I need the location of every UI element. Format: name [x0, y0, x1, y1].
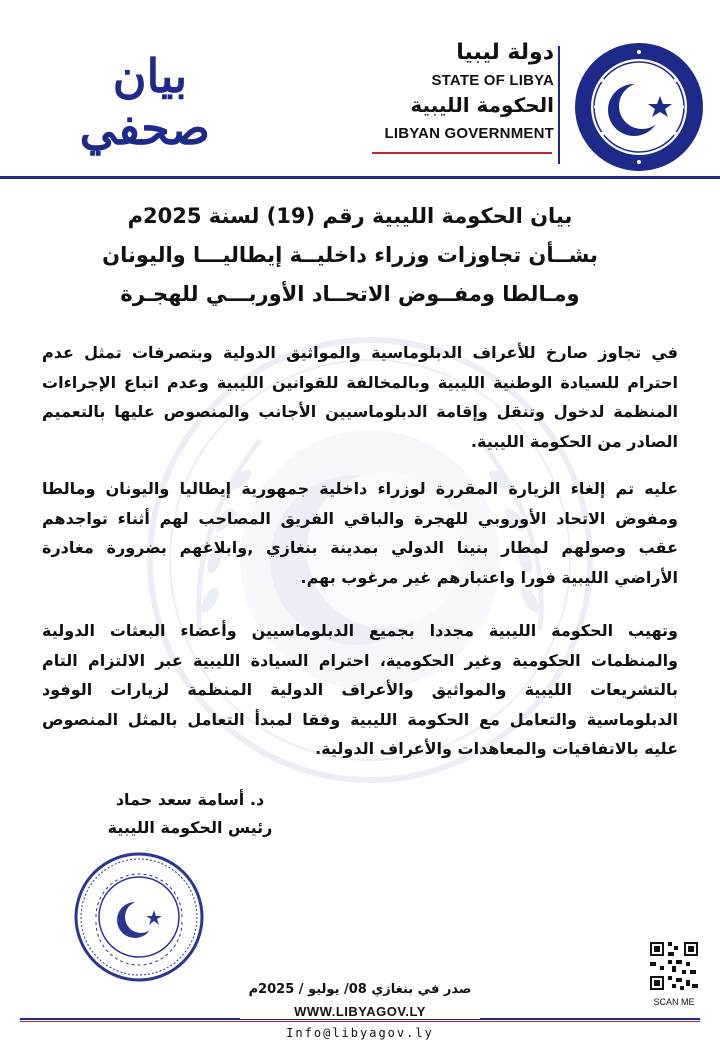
website-link[interactable]: WWW.LIBYAGOV.LY: [240, 1004, 480, 1019]
press-release-title: بيان صحفي: [79, 49, 210, 155]
government-name-english: LIBYAN GOVERNMENT: [384, 125, 554, 142]
government-logo-icon: [572, 40, 706, 174]
header-red-rule: [372, 152, 552, 154]
email-link[interactable]: Info@libyagov.ly: [286, 1026, 434, 1040]
scan-me-label: SCAN ME: [653, 997, 695, 1007]
state-name-english: STATE OF LIBYA: [431, 72, 554, 89]
statement-title-line-2: بشــأن تجاوزات وزراء داخليــة إيطاليـــا واليونان: [102, 243, 598, 267]
qr-code-icon[interactable]: [648, 940, 700, 992]
official-seal-icon: [72, 850, 206, 984]
signatory-name: د. أسامة سعد حماد: [115, 790, 265, 809]
signatory-title: رئيس الحكومة الليبية: [107, 818, 273, 837]
header-separator: [558, 46, 560, 164]
body-paragraph-2: عليه تم إلغاء الزيارة المقررة لوزراء داخلية جمهورية إيطاليا واليونان ومالطا ومفوض الاتحاد الأوروبي للهجرة والباقي الفريق المصاحب لهم أثناء تواجدهم عقب وصولهم لمطار بنينا الدولي بمدينة بنغازي ,وابلاغهم بضرورة مغادرة الأراضي الليبية فورا واعتبارهم غير مرغوب بهم.: [42, 479, 678, 587]
statement-title-line-1: بيان الحكومة الليبية رقم (19) لسنة 2025م: [127, 204, 573, 228]
body-paragraph-1: في تجاوز صارخ للأعراف الدبلوماسية والمواثيق الدولية وبتصرفات تمثل عدم احترام للسيادة الوطنية الليبية وبالمخالفة للقوانين الليبية وعدم اتباع الإجراءات المنظمة لدخول وتنقل وإقامة الدبلوماسيين الأجانب والمنصوص عليها بالتعميم الصادر من الحكومة الليبية.: [42, 343, 678, 451]
issue-date-place: صدر في بنغازي 08/ يوليو / 2025م: [248, 982, 472, 997]
statement-title-line-3: ومـالطا ومفــوض الاتحــاد الأوربـــي للهجـرة: [120, 282, 580, 306]
header-divider: [0, 176, 720, 179]
state-name-arabic: دولة ليبيا: [456, 40, 554, 65]
government-name-arabic: الحكومة الليبية: [410, 93, 554, 117]
body-paragraph-3: وتهيب الحكومة الليبية مجددا بجميع الدبلوماسيين وأعضاء البعثات الدولية والمنظمات الحكومية وغير الحكومية، احترام السيادة الليبية عبر الالتزام التام بالتشريعات الليبية والمواثيق والأعراف الدولية المنظمة لزيارات الوفود الدبلوماسية والتعامل مع الحكومة الليبية وفقا لمبدأ التعامل بالمثل المنصوص عليه بالاتفاقيات والمعاهدات والأعراف الدولية.: [42, 621, 678, 758]
